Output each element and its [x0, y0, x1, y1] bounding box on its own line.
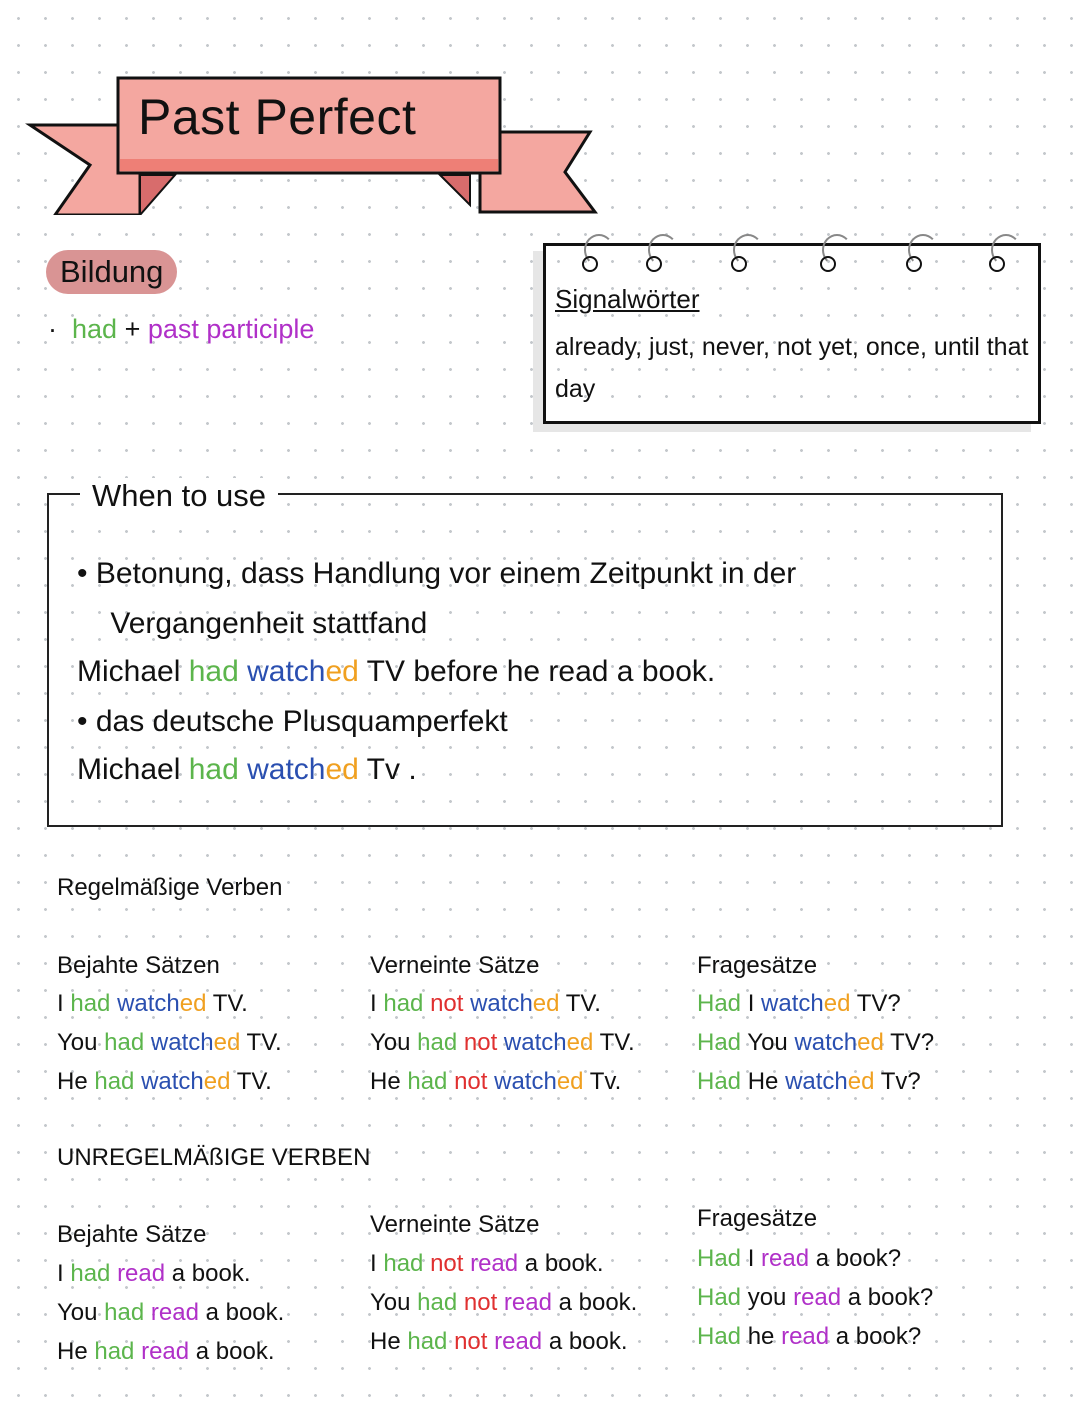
word-segment: ed	[325, 753, 359, 786]
word-segment: He	[370, 1328, 408, 1355]
when-line	[77, 753, 417, 787]
when-to-use-title: When to use	[80, 478, 278, 514]
when-line	[77, 557, 796, 591]
signal-words: already, just, never, not yet, once, until that day	[555, 333, 1029, 403]
word-segment: ed	[556, 1068, 584, 1095]
example-sentence	[57, 1299, 284, 1327]
word-segment: TV?	[850, 990, 901, 1017]
word-segment: had	[407, 1328, 455, 1355]
example-sentence	[697, 1029, 934, 1057]
word-segment: watch	[470, 990, 533, 1017]
word-segment: Had	[697, 1323, 748, 1350]
word-segment: TV.	[240, 1029, 282, 1056]
word-segment: Had	[697, 1284, 748, 1311]
word-segment: had	[70, 1260, 118, 1287]
word-segment: had	[94, 1338, 142, 1365]
word-segment: TV.	[230, 1068, 272, 1095]
word-segment: • das deutsche Plusquamperfekt	[77, 705, 508, 738]
word-segment: TV.	[206, 990, 248, 1017]
word-segment: TV.	[593, 1029, 635, 1056]
word-segment: had	[407, 1068, 455, 1095]
word-segment: I	[747, 1245, 762, 1272]
word-segment: Tv .	[358, 753, 417, 786]
example-sentence	[57, 990, 248, 1018]
when-line	[77, 705, 508, 739]
word-segment: not	[430, 1250, 471, 1277]
word-segment: you	[747, 1284, 794, 1311]
irregular-heading: UNREGELMÄßIGE VERBEN	[57, 1144, 371, 1171]
example-sentence	[370, 1068, 621, 1096]
word-segment: You	[370, 1289, 418, 1316]
word-segment: • Betonung, dass Handlung vor einem Zeitpunkt in der	[77, 557, 797, 590]
word-segment: watch	[247, 655, 326, 688]
word-segment: had	[104, 1299, 151, 1326]
column-title: Fragesätze	[697, 952, 818, 979]
word-segment: TV before he read a book.	[358, 655, 716, 688]
column-title: Verneinte Sätze	[370, 1211, 540, 1238]
word-segment: You	[370, 1029, 418, 1056]
word-segment: Had	[697, 1029, 748, 1056]
word-segment: He	[747, 1068, 786, 1095]
when-line	[77, 607, 427, 641]
word-segment: He	[57, 1338, 95, 1365]
word-segment: Tv?	[874, 1068, 921, 1095]
example-sentence	[697, 1068, 921, 1096]
signal-words-note	[543, 243, 1041, 424]
word-segment: ed	[325, 655, 359, 688]
word-segment: had	[70, 990, 118, 1017]
word-segment: read	[793, 1284, 848, 1311]
word-segment: TV.	[559, 990, 601, 1017]
word-segment: I	[747, 990, 762, 1017]
word-segment: You	[57, 1029, 105, 1056]
bildung-label: Bildung	[46, 250, 177, 294]
word-segment: had	[417, 1289, 464, 1316]
word-segment: had	[417, 1029, 464, 1056]
word-segment: You	[57, 1299, 105, 1326]
word-segment: a book?	[847, 1284, 934, 1311]
word-segment: Michael	[77, 655, 189, 688]
word-segment: watch	[247, 753, 326, 786]
word-segment: ed	[566, 1029, 594, 1056]
word-segment: watch	[503, 1029, 567, 1056]
column-title: Bejahte Sätze	[57, 1221, 207, 1248]
word-segment: Had	[697, 1068, 748, 1095]
word-segment: not	[463, 1029, 504, 1056]
word-segment: a book.	[558, 1289, 638, 1316]
word-segment: I	[370, 990, 384, 1017]
word-segment: ed	[179, 990, 207, 1017]
word-segment: not	[430, 990, 471, 1017]
word-segment: read	[494, 1328, 549, 1355]
example-sentence	[697, 1245, 901, 1273]
example-sentence	[370, 990, 601, 1018]
word-segment: not	[463, 1289, 504, 1316]
word-segment: I	[57, 1260, 71, 1287]
example-sentence	[370, 1289, 637, 1317]
example-sentence	[57, 1068, 272, 1096]
word-segment: not	[454, 1068, 495, 1095]
word-segment: watch	[761, 990, 824, 1017]
word-segment: ed	[532, 990, 560, 1017]
word-segment: not	[454, 1328, 495, 1355]
column-title: Verneinte Sätze	[370, 952, 540, 979]
word-segment: had	[188, 753, 248, 786]
word-segment: had	[188, 655, 248, 688]
word-segment: watch	[785, 1068, 848, 1095]
word-segment: read	[781, 1323, 836, 1350]
when-line	[77, 655, 715, 689]
word-segment: a book.	[171, 1260, 251, 1287]
word-segment: watch	[494, 1068, 557, 1095]
word-segment: a book?	[835, 1323, 922, 1350]
word-segment: ed	[823, 990, 851, 1017]
word-segment: watch	[150, 1029, 214, 1056]
example-sentence	[370, 1250, 604, 1278]
example-sentence	[697, 1323, 921, 1351]
word-segment: ed	[857, 1029, 884, 1056]
word-segment: had	[72, 314, 118, 344]
word-segment: Had	[697, 990, 748, 1017]
example-sentence	[370, 1328, 628, 1356]
word-segment: You	[747, 1029, 795, 1056]
word-segment: a book?	[815, 1245, 902, 1272]
word-segment: he	[747, 1323, 782, 1350]
word-segment: a book.	[548, 1328, 628, 1355]
word-segment: watch	[117, 990, 180, 1017]
word-segment: I	[370, 1250, 384, 1277]
word-segment: had	[383, 1250, 431, 1277]
regular-heading: Regelmäßige Verben	[57, 874, 283, 901]
word-segment: read	[141, 1338, 196, 1365]
word-segment: Had	[697, 1245, 748, 1272]
word-segment: read	[503, 1289, 559, 1316]
word-segment: read	[470, 1250, 525, 1277]
word-segment: read	[150, 1299, 206, 1326]
example-sentence	[57, 1260, 251, 1288]
example-sentence	[370, 1029, 635, 1057]
example-sentence	[697, 990, 901, 1018]
word-segment: ed	[203, 1068, 231, 1095]
word-segment: read	[761, 1245, 816, 1272]
word-segment: He	[57, 1068, 95, 1095]
example-sentence	[57, 1338, 275, 1366]
word-segment: Tv.	[583, 1068, 622, 1095]
example-sentence	[57, 1029, 282, 1057]
word-segment: had	[383, 990, 431, 1017]
word-segment: I	[57, 990, 71, 1017]
column-title: Bejahte Sätzen	[57, 952, 220, 979]
word-segment: a book.	[205, 1299, 285, 1326]
word-segment: TV?	[883, 1029, 935, 1056]
word-segment: had	[104, 1029, 151, 1056]
when-to-use-box	[47, 493, 1003, 827]
word-segment: Vergangenheit stattfand	[77, 607, 428, 640]
column-title: Fragesätze	[697, 1205, 818, 1232]
word-segment: watch	[794, 1029, 858, 1056]
signal-heading: Signalwörter	[555, 284, 700, 314]
word-segment: +	[117, 314, 148, 344]
word-segment: a book.	[195, 1338, 275, 1365]
word-segment: had	[94, 1068, 142, 1095]
page-title: Past Perfect	[138, 89, 417, 145]
word-segment: Michael	[77, 753, 189, 786]
word-segment: He	[370, 1068, 408, 1095]
example-sentence	[697, 1284, 933, 1312]
word-segment: a book.	[524, 1250, 604, 1277]
word-segment: read	[117, 1260, 172, 1287]
word-segment: past participle	[147, 314, 315, 344]
word-segment: ed	[847, 1068, 875, 1095]
formula: · had + past participle	[48, 314, 315, 344]
word-segment: watch	[141, 1068, 204, 1095]
word-segment: ed	[213, 1029, 241, 1056]
